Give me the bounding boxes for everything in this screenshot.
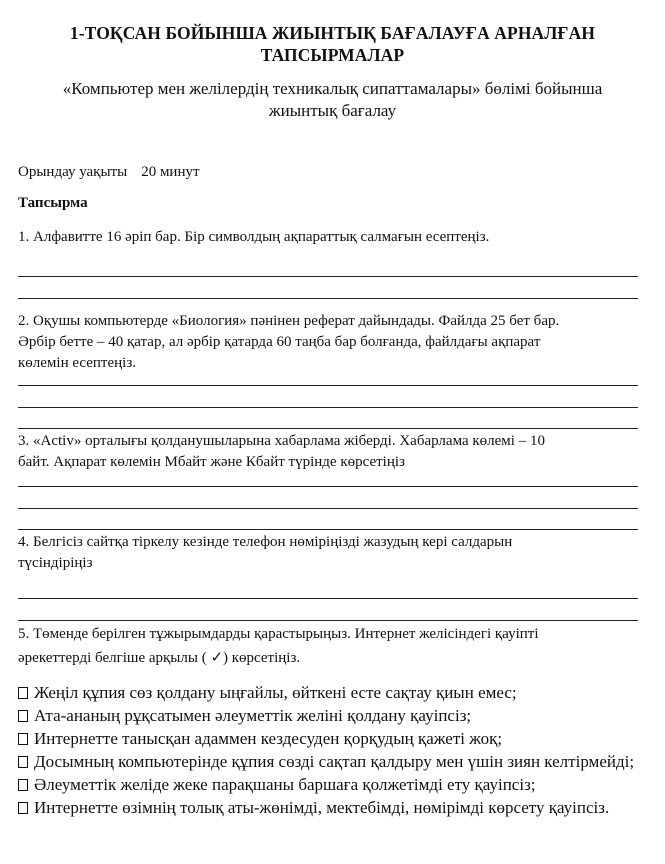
answer-line[interactable] <box>18 486 638 487</box>
time-info <box>18 164 200 181</box>
question-2-line-2: Әрбір бетте – 40 қатар, ал әрбір қатарда 60 таңба бар болғанда, файлдағы ақпарат <box>18 334 541 350</box>
statement-text: Досымның компьютерінде құпия сөзді сақтап қалдыру мен үшін зиян келтірмейді; <box>34 752 635 771</box>
question-5-line-2: әрекеттерді белгіше арқылы ( ✓) көрсетіңіз. <box>18 650 301 666</box>
statement-text: Интернетте өзімнің толық аты-жөнімді, мектебімді, нөмірімді көрсету қауіпсіз. <box>34 798 610 817</box>
question-3 <box>18 431 646 473</box>
checkbox-icon[interactable] <box>18 802 28 814</box>
answer-line[interactable] <box>18 428 638 429</box>
statement-item[interactable] <box>18 704 648 727</box>
question-3-line-1: 3. «Activ» орталығы қолданушыларына хабарлама жіберді. Хабарлама көлемі – 10 <box>18 433 545 449</box>
question-2 <box>18 311 646 374</box>
subtitle-line-1: «Компьютер мен желілердің техникалық сипаттамалары» бөлімі бойынша <box>62 79 603 98</box>
question-1 <box>18 227 646 248</box>
checkbox-icon[interactable] <box>18 779 28 791</box>
statement-text: Ата-ананың рұқсатымен әлеуметтік желіні қолдану қауіпсіз; <box>34 706 472 725</box>
time-value: 20 минут <box>141 164 200 180</box>
checkbox-icon[interactable] <box>18 710 28 722</box>
answer-line[interactable] <box>18 298 638 299</box>
title-line-1: 1-ТОҚСАН БОЙЫНША ЖИЫНТЫҚ БАҒАЛАУҒА АРНАЛҒАН <box>69 23 596 43</box>
checkbox-icon[interactable] <box>18 687 28 699</box>
question-5-line-1: 5. Төменде берілген тұжырымдарды қарастырыңыз. Интернет желісіндегі қауіпті <box>18 626 539 642</box>
statement-item[interactable] <box>18 750 648 773</box>
statement-item[interactable] <box>18 796 648 819</box>
statement-text: Әлеуметтік желіде жеке парақшаны баршаға қолжетімді ету қауіпсіз; <box>34 775 536 794</box>
answer-line[interactable] <box>18 276 638 277</box>
answer-line[interactable] <box>18 407 638 408</box>
statement-item[interactable] <box>18 727 648 750</box>
statement-text: Интернетте танысқан адаммен кездесуден қорқудың қажеті жоқ; <box>34 729 503 748</box>
answer-line[interactable] <box>18 598 638 599</box>
statement-item[interactable] <box>18 773 648 796</box>
checkbox-icon[interactable] <box>18 756 28 768</box>
question-4-line-2: түсіндіріңіз <box>18 555 93 571</box>
statement-list <box>18 681 648 819</box>
statement-text: Жеңіл құпия сөз қолдану ыңғайлы, өйткені есте сақтау қиын емес; <box>34 683 517 702</box>
title-line-2: ТАПСЫРМАЛАР <box>260 45 405 65</box>
time-label: Орындау уақыты <box>18 164 128 180</box>
question-4 <box>18 532 646 574</box>
question-5 <box>18 624 646 669</box>
question-2-line-3: көлемін есептеңіз. <box>18 355 137 371</box>
section-subtitle <box>20 78 645 122</box>
answer-line[interactable] <box>18 508 638 509</box>
task-heading: Тапсырма <box>18 195 88 211</box>
question-3-line-2: байт. Ақпарат көлемін Мбайт және Кбайт түрінде көрсетіңіз <box>18 454 405 470</box>
statement-item[interactable] <box>18 681 648 704</box>
answer-line[interactable] <box>18 620 638 621</box>
question-4-line-1: 4. Белгісіз сайтқа тіркелу кезінде телефон нөміріңізді жазудың кері салдарын <box>18 534 513 550</box>
answer-line[interactable] <box>18 529 638 530</box>
subtitle-line-2: жиынтық бағалау <box>268 101 397 120</box>
checkbox-icon[interactable] <box>18 733 28 745</box>
question-2-line-1: 2. Оқушы компьютерде «Биология» пәнінен реферат дайындады. Файлда 25 бет бар. <box>18 313 560 329</box>
answer-line[interactable] <box>18 385 638 386</box>
page-title <box>20 22 645 66</box>
question-1-text: 1. Алфавитте 16 әріп бар. Бір символдың ақпараттық салмағын есептеңіз. <box>18 229 490 245</box>
